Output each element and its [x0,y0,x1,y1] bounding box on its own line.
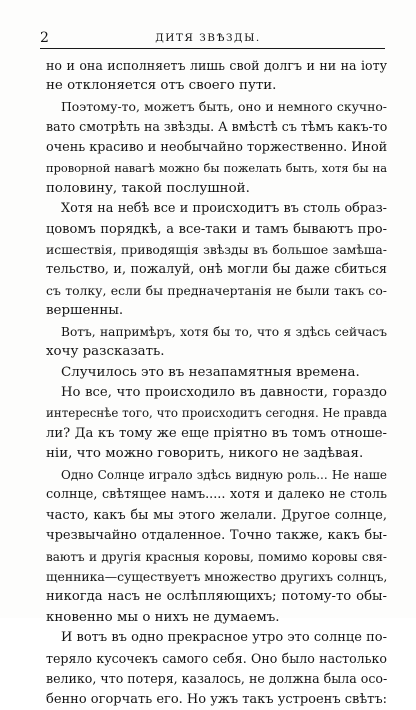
text-line: вато смотрѣть на звѣзды. А вмѣстѣ съ тѣмъ какъ-то [46,119,387,135]
text-line: чрезвычайно отдаленное. Точно также, какъ бы- [46,528,387,544]
text-line: не отклоняется отъ своего пути. [46,78,277,94]
body-text [46,56,387,710]
page-number: 2 [40,30,49,46]
text-line: кновенно мы о нихъ не думаемъ. [46,609,280,625]
paragraph-first-line: И вотъ въ одно прекрасное утро это солнце по- [61,630,387,646]
text-line: интереснѣе того, что происходитъ сегодня. Не правда [46,406,387,421]
text-line: часто, какъ бы мы этого желали. Другое солнце, [46,507,387,523]
text-line: половину, такой послушной. [46,180,250,196]
text-line: вершенны. [46,303,124,319]
text-line: бенно огорчать его. Но ужъ такъ устроенъ свѣтъ: [46,691,387,707]
text-line: ніи, что можно говорить, никого не задѣвая. [46,446,364,462]
text-line: велико, что потеря, казалось, не должна была осо- [46,671,387,687]
text-line: ваютъ и другія красныя коровы, помимо коровы свя- [46,549,387,564]
paragraph-first-line: Случилось это въ незапамятныя времена. [61,364,360,380]
paragraph-first-line: Но все, что происходило въ давности, гораздо [61,385,387,400]
text-line: щенника—существуетъ множество другихъ солнцъ, [46,568,387,584]
text-line: исшествія, приводящія звѣзды въ большое замѣша- [46,241,387,257]
paragraph-first-line: Поэтому-то, можетъ быть, оно и немного скучно- [61,98,387,114]
text-line: съ толку, если бы предначертанія не были такъ со- [46,282,387,298]
paragraph-first-line: Вотъ, напримѣръ, хотя бы то, что я здѣсь сейчасъ [61,324,387,339]
text-line: солнце, свѣтящее намъ..... хотя и далеко не столь [46,487,387,503]
paragraph-first-line: Одно Солнце играло здѣсь видную роль... Не наше [61,467,387,482]
running-head: ДИТЯ ЗВѢЗДЫ. [155,32,261,44]
text-line: но и она исполняетъ лишь свой долгъ и ни на іоту [46,58,387,73]
paragraph-first-line: Хотя на небѣ все и происходитъ въ столь образ- [61,201,387,217]
text-line: никогда насъ не ослѣпляющихъ; потому-то обы- [46,589,387,605]
text-line: теряло кусочекъ самого себя. Оно было настолько [46,650,387,666]
text-line: очень красиво и необычайно торжественно. Иной [46,139,387,155]
text-line: хочу разсказать. [46,344,165,360]
text-line: тельство, и, пожалуй, онѣ могли бы даже сбиться [46,262,387,278]
text-line: проворной навагѣ можно бы пожелать быть, хотя бы на [46,161,387,176]
text-line: ли? Да къ тому же еще пріятно въ томъ отноше- [46,425,387,441]
text-line: цовомъ порядкѣ, а все-таки и тамъ бываютъ про- [46,221,387,237]
header-rule [40,48,385,49]
